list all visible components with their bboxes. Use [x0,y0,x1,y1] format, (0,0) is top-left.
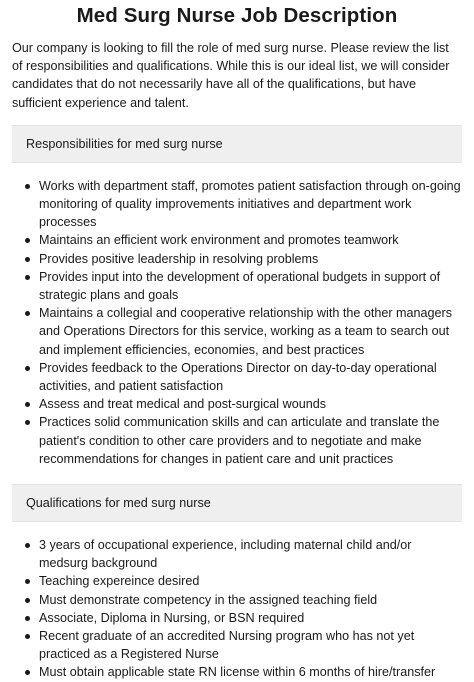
responsibilities-list [12,177,462,468]
list-item: 3 years of occupational experience, including maternal child and/or medsurg background [39,536,462,572]
list-item: Assess and treat medical and post-surgical wounds [39,395,462,413]
list-item: Teaching expereince desired [39,572,462,590]
list-item: Provides feedback to the Operations Director on day-to-day operational activities, and patient satisfaction [39,359,462,395]
list-item: Provides positive leadership in resolving problems [39,250,462,268]
list-item: Must demonstrate competency in the assigned teaching field [39,591,462,609]
list-item: Recent graduate of an accredited Nursing program who has not yet practiced as a Registered Nurse [39,627,462,663]
list-item: Provides input into the development of operational budgets in support of strategic plans and goals [39,268,462,304]
list-item: Maintains an efficient work environment and promotes teamwork [39,231,462,249]
responsibilities-heading: Responsibilities for med surg nurse [12,125,462,163]
list-item: Must obtain applicable state RN license within 6 months of hire/transfer [39,663,462,681]
intro-paragraph: Our company is looking to fill the role of med surg nurse. Please review the list of responsibilities and qualifications. While this is our ideal list, we will consider candidates that do not necessarily have all of the qualifications, but have sufficient experience and talent. [12,41,450,110]
list-item: Works with department staff, promotes patient satisfaction through on-going monitoring of quality improvements initiatives and department work processes [39,177,462,232]
list-item: Associate, Diploma in Nursing, or BSN required [39,609,462,627]
qualifications-heading: Qualifications for med surg nurse [12,484,462,522]
page-title: Med Surg Nurse Job Description [76,4,398,27]
list-item: Practices solid communication skills and can articulate and translate the patient's condition to other care providers and to negotiate and make recommendations for changes in patient care and unit practices [39,413,462,468]
list-item: Maintains a collegial and cooperative relationship with the other managers and Operations Directors for this service, working as a team to search out and implement efficiencies, economies, and best practices [39,304,462,359]
